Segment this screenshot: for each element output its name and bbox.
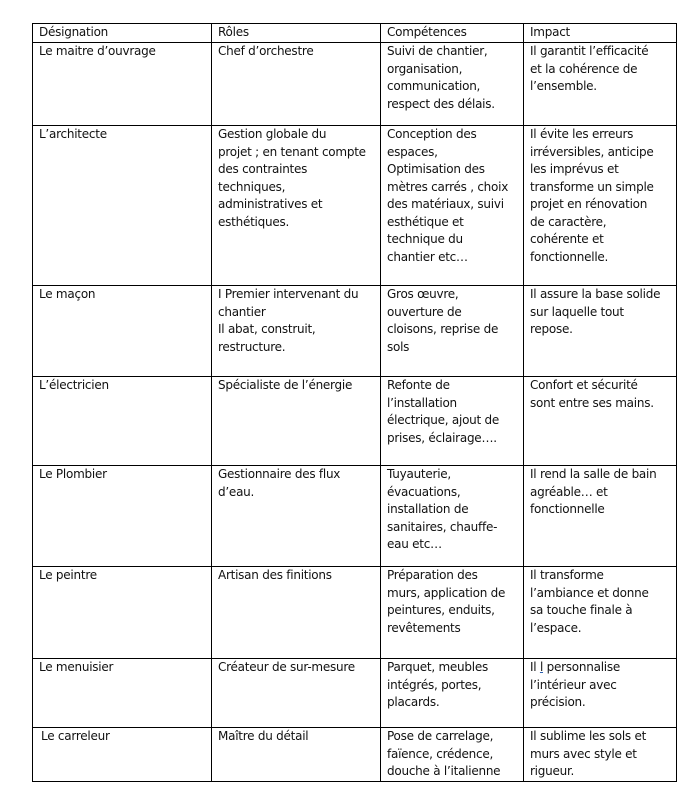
role-line: Spécialiste de l’énergie xyxy=(218,378,353,392)
impact-line: l’intérieur avec xyxy=(530,677,617,692)
impact-line: Il transforme xyxy=(530,568,604,582)
impact-line: rigueur. xyxy=(530,764,575,778)
cell-role xyxy=(212,567,381,659)
cell-designation xyxy=(33,659,212,728)
cell-role xyxy=(212,286,381,377)
table-row xyxy=(33,43,677,126)
cell-impact xyxy=(524,43,677,126)
impact-line: fonctionnelle xyxy=(530,502,605,516)
competences-line: sols xyxy=(387,339,410,354)
table-header-row xyxy=(33,24,677,43)
designation-text: Le maçon xyxy=(39,287,96,301)
impact-line: sa touche finale à xyxy=(530,603,633,617)
impact-underlined-mark: l xyxy=(539,660,544,674)
impact-line: Il garantit l’efficacité xyxy=(530,44,649,58)
impact-suffix: personnalise xyxy=(543,660,620,674)
impact-line: transforme un simple xyxy=(530,179,654,194)
competences-line: peintures, enduits, xyxy=(387,603,495,617)
designation-text: Le maitre d’ouvrage xyxy=(39,44,156,58)
role-line: techniques, xyxy=(218,179,286,194)
impact-line: et la cohérence de xyxy=(530,61,638,76)
trades-table xyxy=(32,23,677,782)
competences-line: ouverture de xyxy=(387,304,462,319)
role-line: Artisan des finitions xyxy=(218,568,332,582)
competences-line: Refonte de xyxy=(387,378,450,392)
impact-line: projet en rénovation xyxy=(530,197,648,211)
cell-impact xyxy=(524,377,677,466)
competences-line: technique du xyxy=(387,232,463,246)
impact-line: fonctionnelle. xyxy=(530,249,609,264)
table-row xyxy=(33,286,677,377)
competences-line: évacuations, xyxy=(387,484,461,499)
impact-line: repose. xyxy=(530,322,573,336)
designation-text: Le peintre xyxy=(39,568,97,582)
cell-designation xyxy=(33,466,212,567)
impact-line: de caractère, xyxy=(530,214,607,229)
competences-line: espaces, xyxy=(387,144,438,159)
table-row xyxy=(33,728,677,782)
cell-designation xyxy=(33,286,212,377)
cell-impact xyxy=(524,286,677,377)
impact-line-first xyxy=(530,659,672,677)
impact-line: l’ensemble. xyxy=(530,79,597,93)
role-line: d’eau. xyxy=(218,484,255,499)
impact-line: sont entre ses mains. xyxy=(530,395,654,410)
cell-designation xyxy=(33,377,212,466)
cell-role xyxy=(212,126,381,286)
cell-competences xyxy=(381,659,524,728)
competences-line: Parquet, meubles xyxy=(387,660,488,674)
table-row xyxy=(33,126,677,286)
cell-role xyxy=(212,43,381,126)
header-competences: Compétences xyxy=(381,24,524,43)
competences-line: des matériaux, suivi xyxy=(387,197,504,211)
cell-role xyxy=(212,377,381,466)
competences-line: revêtements xyxy=(387,620,461,635)
impact-line: sur laquelle tout xyxy=(530,304,624,319)
table-row xyxy=(33,466,677,567)
competences-line: électrique, ajout de xyxy=(387,413,500,427)
designation-text: L’électricien xyxy=(39,378,109,392)
cell-competences xyxy=(381,728,524,782)
cell-competences xyxy=(381,466,524,567)
role-line: chantier xyxy=(218,304,266,319)
competences-line: mètres carrés , choix xyxy=(387,179,509,194)
table-row xyxy=(33,567,677,659)
competences-line: chantier etc… xyxy=(387,249,468,264)
role-line: Gestionnaire des flux xyxy=(218,467,341,481)
competences-line: Conception des xyxy=(387,127,477,141)
cell-competences xyxy=(381,43,524,126)
competences-line: intégrés, portes, xyxy=(387,677,482,692)
cell-impact xyxy=(524,466,677,567)
cell-designation xyxy=(33,728,212,782)
header-roles: Rôles xyxy=(212,24,381,43)
cell-impact xyxy=(524,659,677,728)
cell-designation xyxy=(33,43,212,126)
impact-line: irréversibles, anticipe xyxy=(530,144,654,159)
table-row xyxy=(33,377,677,466)
impact-line: Il rend la salle de bain xyxy=(530,467,657,481)
competences-line: respect des délais. xyxy=(387,96,495,111)
designation-text: Le Plombier xyxy=(39,467,107,481)
role-line: restructure. xyxy=(218,339,286,354)
competences-line: Pose de carrelage, xyxy=(387,729,494,743)
table-row xyxy=(33,659,677,728)
competences-line: douche à l’italienne xyxy=(387,764,501,778)
competences-line: prises, éclairage…. xyxy=(387,430,497,445)
competences-line: communication, xyxy=(387,79,481,93)
competences-line: organisation, xyxy=(387,61,463,76)
impact-line: murs avec style et xyxy=(530,746,637,761)
impact-prefix: Il xyxy=(530,660,540,674)
competences-line: Tuyauterie, xyxy=(387,467,451,481)
impact-line: l’espace. xyxy=(530,620,582,635)
competences-line: cloisons, reprise de xyxy=(387,322,499,336)
competences-line: Optimisation des xyxy=(387,162,485,176)
competences-line: installation de xyxy=(387,502,469,516)
role-line: Maître du détail xyxy=(218,729,309,743)
header-impact: Impact xyxy=(524,24,677,43)
competences-line: murs, application de xyxy=(387,585,506,600)
role-line: projet ; en tenant compte xyxy=(218,144,366,159)
impact-line: cohérente et xyxy=(530,232,604,246)
role-line: des contraintes xyxy=(218,162,308,176)
header-designation: Désignation xyxy=(33,24,212,43)
cell-competences xyxy=(381,286,524,377)
cell-impact xyxy=(524,567,677,659)
cell-designation xyxy=(33,126,212,286)
role-line: esthétiques. xyxy=(218,214,290,229)
cell-competences xyxy=(381,377,524,466)
competences-line: Préparation des xyxy=(387,568,478,582)
competences-line: Gros œuvre, xyxy=(387,287,459,301)
cell-role xyxy=(212,659,381,728)
cell-role xyxy=(212,728,381,782)
role-line: Gestion globale du xyxy=(218,127,327,141)
role-line: Chef d’orchestre xyxy=(218,44,314,58)
competences-line: esthétique et xyxy=(387,214,464,229)
competences-line: l’installation xyxy=(387,395,457,410)
role-line: Il abat, construit, xyxy=(218,322,316,336)
cell-competences xyxy=(381,567,524,659)
cell-role xyxy=(212,466,381,567)
impact-line: précision. xyxy=(530,695,586,709)
competences-line: sanitaires, chauffe- xyxy=(387,519,498,534)
impact-line: Confort et sécurité xyxy=(530,378,638,392)
cell-impact xyxy=(524,126,677,286)
impact-line: les imprévus et xyxy=(530,162,619,176)
designation-text: L’architecte xyxy=(39,127,107,141)
competences-line: faïence, crédence, xyxy=(387,746,494,761)
impact-line: Il assure la base solide xyxy=(530,287,661,301)
designation-text: Le carreleur xyxy=(41,729,110,743)
role-line: I Premier intervenant du xyxy=(218,287,359,301)
cell-impact xyxy=(524,728,677,782)
impact-line: Il sublime les sols et xyxy=(530,729,647,743)
impact-line: l’ambiance et donne xyxy=(530,585,649,600)
cell-competences xyxy=(381,126,524,286)
role-line: administratives et xyxy=(218,197,323,211)
competences-line: placards. xyxy=(387,695,440,709)
impact-line: agréable… et xyxy=(530,484,608,499)
impact-line: Il évite les erreurs xyxy=(530,127,634,141)
role-line: Créateur de sur-mesure xyxy=(218,660,355,674)
competences-line: Suivi de chantier, xyxy=(387,44,488,58)
competences-line: eau etc… xyxy=(387,537,442,551)
cell-designation xyxy=(33,567,212,659)
designation-text: Le menuisier xyxy=(39,660,114,674)
